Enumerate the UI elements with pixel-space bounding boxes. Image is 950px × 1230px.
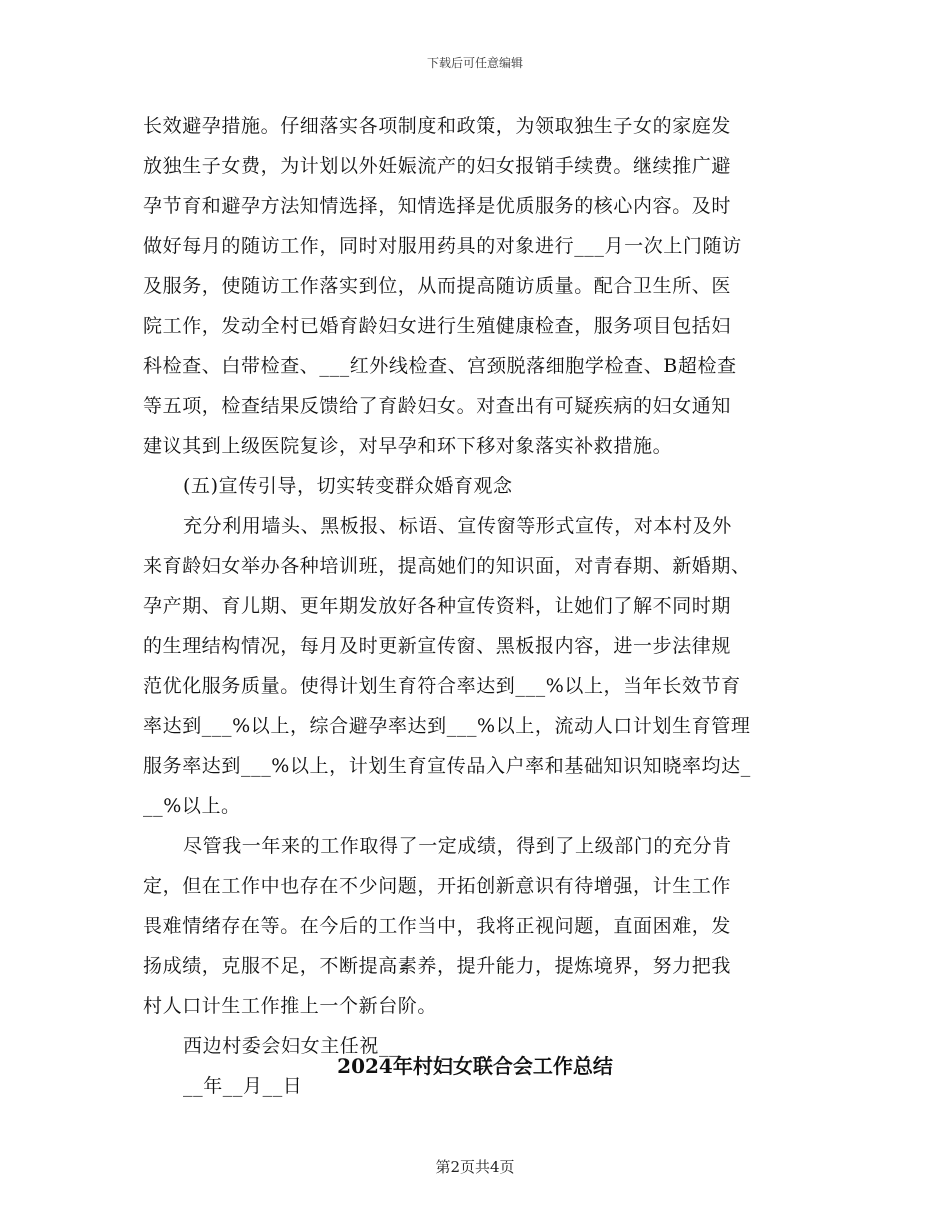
text-line: 范优化服务质量。使得计划生育符合率达到___%以上，当年长效节育 bbox=[143, 675, 741, 697]
text-line: 及服务，使随访工作落实到位，从而提高随访质量。配合卫生所、医 bbox=[143, 275, 732, 297]
text-line: 等五项，检查结果反馈给了育龄妇女。对查出有可疑疾病的妇女通知 bbox=[143, 395, 732, 417]
text-line: 放独生子女费，为计划以外妊娠流产的妇女报销手续费。继续推广避 bbox=[143, 155, 732, 177]
text-line: 充分利用墙头、黑板报、标语、宣传窗等形式宣传，对本村及外 bbox=[183, 515, 732, 537]
text-line: 院工作，发动全村已婚育龄妇女进行生殖健康检查，服务项目包括妇 bbox=[143, 315, 732, 337]
text-line: 尽管我一年来的工作取得了一定成绩，得到了上级部门的充分肯 bbox=[183, 835, 732, 857]
document-title: 2024年村妇女联合会工作总结 bbox=[337, 1054, 613, 1078]
document-body bbox=[143, 106, 808, 1106]
text-line: 率达到___%以上，综合避孕率达到___%以上，流动人口计划生育管理 bbox=[143, 715, 751, 737]
text-line: 扬成绩，克服不足，不断提高素养，提升能力，提炼境界，努力把我 bbox=[143, 955, 732, 977]
text-line: 孕节育和避孕方法知情选择，知情选择是优质服务的核心内容。及时 bbox=[143, 195, 732, 217]
section-heading: (五)宣传引导，切实转变群众婚育观念 bbox=[183, 475, 513, 497]
text-line: 做好每月的随访工作，同时对服用药具的对象进行___月一次上门随访 bbox=[143, 235, 742, 257]
signature-line: 西边村委会妇女主任祝__ bbox=[183, 1035, 400, 1057]
text-line: __%以上。 bbox=[143, 795, 241, 817]
text-line: 来育龄妇女举办各种培训班，提高她们的知识面，对青春期、新婚期、 bbox=[143, 555, 751, 577]
text-line: 定，但在工作中也存在不少问题，开拓创新意识有待增强，计生工作 bbox=[143, 875, 732, 897]
text-line: 孕产期、育儿期、更年期发放好各种宣传资料，让她们了解不同时期 bbox=[143, 595, 732, 617]
date-line: __年__月__日 bbox=[183, 1075, 303, 1097]
text-line: 服务率达到___%以上，计划生育宣传品入户率和基础知识知晓率均达_ bbox=[143, 755, 751, 777]
text-line: 村人口计生工作推上一个新台阶。 bbox=[143, 995, 438, 1017]
text-line: 长效避孕措施。仔细落实各项制度和政策，为领取独生子女的家庭发 bbox=[143, 115, 732, 137]
text-line: 建议其到上级医院复诊，对早孕和环下移对象落实补救措施。 bbox=[143, 435, 673, 457]
page-header: 下载后可任意编辑 bbox=[426, 56, 523, 70]
text-line: 科检查、白带检查、___红外线检查、宫颈脱落细胞学检查、B超检查 bbox=[143, 355, 737, 377]
text-line: 畏难情绪存在等。在今后的工作当中，我将正视问题，直面困难，发 bbox=[143, 915, 732, 937]
text-line: 的生理结构情况，每月及时更新宣传窗、黑板报内容，进一步法律规 bbox=[143, 635, 732, 657]
page-number: 第2页共4页 bbox=[435, 1158, 515, 1176]
